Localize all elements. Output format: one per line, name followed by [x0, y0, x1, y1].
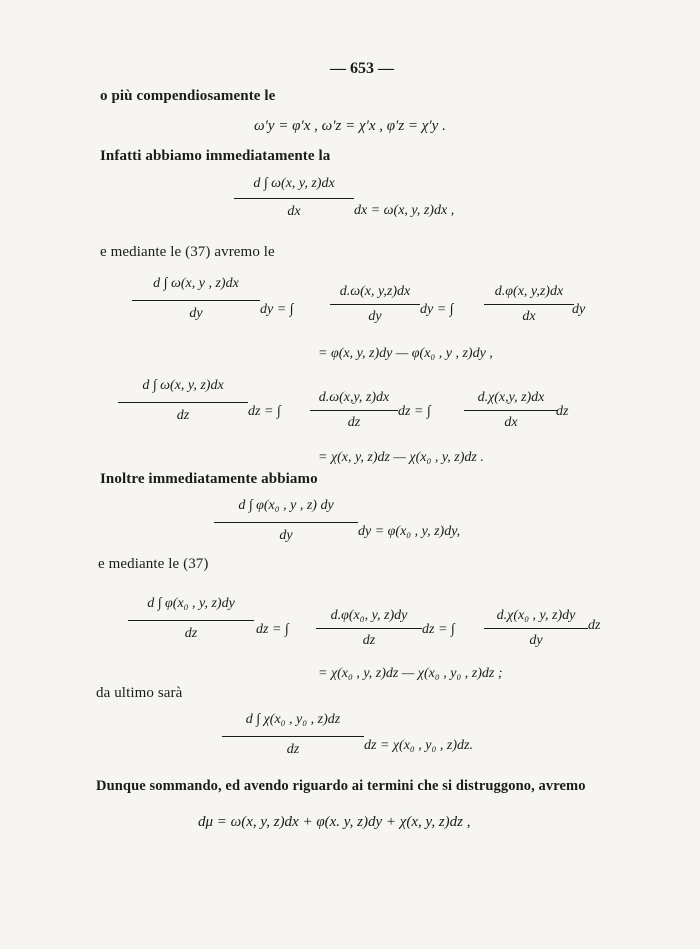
- equation-6-fraction-1: [128, 596, 254, 642]
- equation-4-line-2: = χ(x, y, z)dz — χ(x₀ , y, z)dz .: [318, 450, 484, 465]
- equation-2-rhs: dx = ω(x, y, z)dx ,: [354, 203, 455, 218]
- equation-4-end: dz: [556, 404, 569, 419]
- equation-6-middle-2: dz = ∫: [422, 622, 455, 637]
- text-line-6: da ultimo sarà: [96, 685, 183, 701]
- equation-4-denominator-3: dx: [504, 415, 518, 430]
- equation-6-fraction-3: [484, 608, 588, 649]
- equation-5-numerator: d ∫ φ(x₀ , y , z) dy: [238, 498, 334, 513]
- equation-4-fraction-3: [464, 390, 558, 431]
- equation-5-fraction: [214, 498, 358, 544]
- fraction-bar: [484, 304, 574, 305]
- equation-4-middle-2: dz = ∫: [398, 404, 431, 419]
- equation-7-numerator: d ∫ χ(x₀ , y₀ , z)dz: [245, 712, 341, 727]
- equation-6-line-2: = χ(x₀ , y, z)dz — χ(x₀ , y₀ , z)dz ;: [318, 666, 503, 681]
- text-line-2: Infatti abbiamo immediatamente la: [100, 148, 331, 164]
- equation-2-numerator: d ∫ ω(x, y, z)dx: [253, 176, 335, 191]
- text-line-4: Inoltre immediatamente abbiamo: [100, 471, 318, 487]
- fraction-bar: [214, 522, 358, 523]
- equation-3-fraction-1: [132, 276, 260, 322]
- equation-5-rhs: dy = φ(x₀ , y, z)dy,: [358, 524, 461, 539]
- equation-3-numerator-1: d ∫ ω(x, y , z)dx: [153, 276, 239, 291]
- text-line-5: e mediante le (37): [98, 556, 209, 572]
- equation-1: ω′y = φ′x , ω′z = χ′x , φ′z = χ′y .: [254, 118, 446, 134]
- page-number: — 653 —: [330, 60, 394, 77]
- equation-7-rhs: dz = χ(x₀ , y₀ , z)dz.: [364, 738, 473, 753]
- equation-4-denominator-1: dz: [176, 408, 190, 423]
- equation-5-denominator: dy: [279, 528, 293, 543]
- equation-3-middle-2: dy = ∫: [420, 302, 454, 317]
- equation-7-fraction: [222, 712, 364, 758]
- equation-6-numerator-2: d.φ(x₀, y, z)dy: [330, 608, 408, 623]
- equation-6-middle-1: dz = ∫: [256, 622, 289, 637]
- text-line-3: e mediante le (37) avremo le: [100, 244, 275, 260]
- equation-6-numerator-1: d ∫ φ(x₀ , y, z)dy: [147, 596, 235, 611]
- equation-3-end: dy: [572, 302, 586, 317]
- equation-4-numerator-1: d ∫ ω(x, y, z)dx: [142, 378, 224, 393]
- fraction-bar: [316, 628, 422, 629]
- equation-3-denominator-3: dx: [522, 309, 536, 324]
- equation-4-denominator-2: dz: [347, 415, 361, 430]
- equation-8: dμ = ω(x, y, z)dx + φ(x. y, z)dy + χ(x, y, z)dz ,: [198, 814, 471, 830]
- equation-4-fraction-1: [118, 378, 248, 424]
- equation-2-denominator: dx: [287, 204, 301, 219]
- equation-3-denominator-2: dy: [368, 309, 382, 324]
- equation-6-end: dz: [588, 618, 601, 633]
- fraction-bar: [310, 410, 398, 411]
- fraction-bar: [118, 402, 248, 403]
- fraction-bar: [464, 410, 558, 411]
- fraction-bar: [330, 304, 420, 305]
- fraction-bar: [484, 628, 588, 629]
- equation-3-numerator-2: d.ω(x, y,z)dx: [339, 284, 411, 299]
- equation-6-denominator-3: dy: [529, 633, 543, 648]
- equation-6-denominator-2: dz: [362, 633, 376, 648]
- equation-6-denominator-1: dz: [184, 626, 198, 641]
- fraction-bar: [222, 736, 364, 737]
- equation-3-fraction-2: [330, 284, 420, 325]
- equation-4-numerator-2: d.ω(x,y, z)dx: [318, 390, 390, 405]
- equation-2-fraction: [234, 176, 354, 220]
- equation-4-fraction-2: [310, 390, 398, 431]
- equation-7-denominator: dz: [286, 742, 300, 757]
- equation-4-numerator-3: d.χ(x,y, z)dx: [477, 390, 545, 405]
- equation-6-fraction-2: [316, 608, 422, 649]
- equation-6-numerator-3: d.χ(x₀ , y, z)dy: [496, 608, 576, 623]
- text-line-7: Dunque sommando, ed avendo riguardo ai termini che si distruggono, avremo: [96, 778, 586, 794]
- equation-4-middle-1: dz = ∫: [248, 404, 281, 419]
- equation-3-middle-1: dy = ∫: [260, 302, 294, 317]
- equation-3-fraction-3: [484, 284, 574, 325]
- text-line-1: o più compendiosamente le: [100, 88, 276, 104]
- fraction-bar: [234, 198, 354, 199]
- equation-3-denominator-1: dy: [189, 306, 203, 321]
- fraction-bar: [128, 620, 254, 621]
- equation-3-line-2: = φ(x, y, z)dy — φ(x₀ , y , z)dy ,: [318, 346, 493, 361]
- fraction-bar: [132, 300, 260, 301]
- equation-3-numerator-3: d.φ(x, y,z)dx: [494, 284, 564, 299]
